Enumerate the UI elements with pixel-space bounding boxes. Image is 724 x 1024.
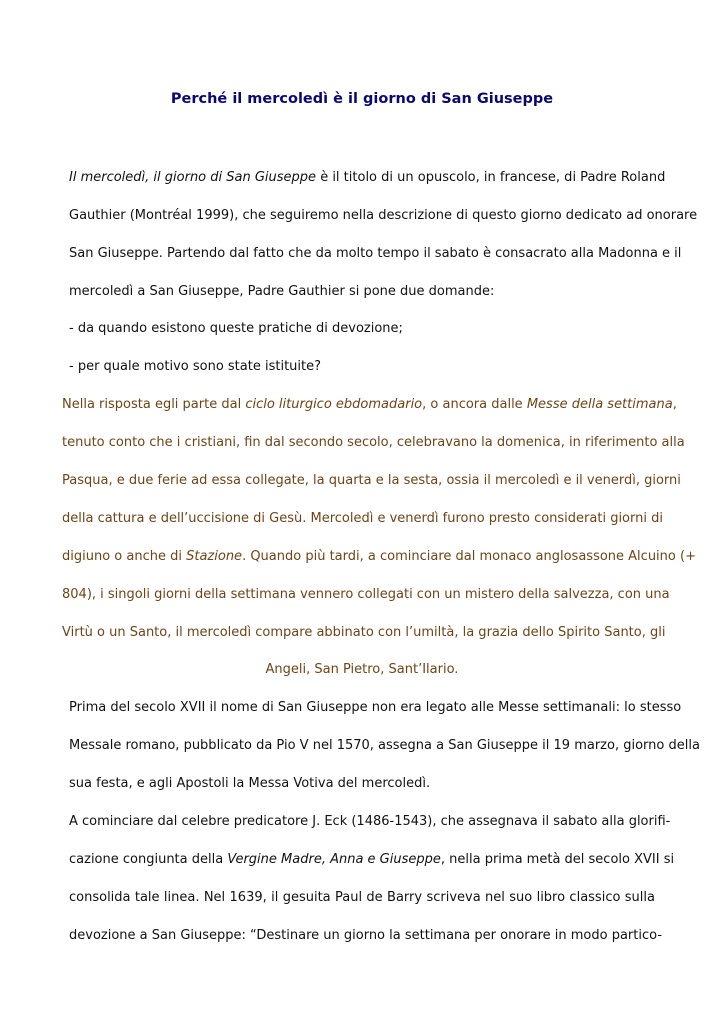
paragraph-2-line-2: Messale romano, pubblicato da Pio V nel 1570, assegna a San Giuseppe il 19 marzo, giorno della <box>69 738 700 753</box>
bullet-item: - da quando esistono queste pratiche di devozione; <box>69 321 403 336</box>
quote-line-4: della cattura e dell’uccisione di Gesù. Mercoledì e venerdì furono presto considerati giorni di <box>62 511 663 526</box>
text-span: Nella risposta egli parte dal <box>62 397 246 412</box>
paragraph-3-line-1: A cominciare dal celebre predicatore J. Eck (1486-1543), che assegnava il sabato alla glorifi- <box>69 814 671 829</box>
bullet-item: - per quale motivo sono state istituite? <box>69 359 322 374</box>
italic-term: Vergine Madre, Anna e Giuseppe <box>227 852 441 867</box>
text-span: cazione congiunta della <box>69 852 228 867</box>
quote-line-3: Pasqua, e due ferie ad essa collegate, la quarta e la sesta, ossia il mercoledì e il venerdì, giorni <box>62 473 681 488</box>
italic-term: ciclo liturgico ebdomadario <box>245 397 423 412</box>
text-span: , o ancora dalle <box>422 397 527 412</box>
paragraph-3-line-2 <box>69 851 675 869</box>
text-span: , <box>672 397 677 412</box>
quote-line-7: Virtù o un Santo, il mercoledì compare abbinato con l’umiltà, la grazia dello Spirito Santo, gli <box>62 625 666 640</box>
text-span: digiuno o anche di <box>62 549 187 564</box>
text-span: è il titolo di un opuscolo, in francese, di Padre Roland <box>316 170 666 185</box>
quote-line-8: Angeli, San Pietro, Sant’Ilario. <box>265 662 459 677</box>
paragraph-2-line-3: sua festa, e agli Apostoli la Messa Votiva del mercoledì. <box>69 776 431 791</box>
paragraph-1-line-4: mercoledì a San Giuseppe, Padre Gauthier si pone due domande: <box>69 284 495 299</box>
quote-line-5 <box>62 548 696 566</box>
paragraph-1-line-3: San Giuseppe. Partendo dal fatto che da molto tempo il sabato è consacrato alla Madonna e il <box>69 246 682 261</box>
paragraph-1-line-1 <box>69 169 666 187</box>
booklet-title-italic: Il mercoledì, il giorno di San Giuseppe <box>69 170 317 185</box>
page-title: Perché il mercoledì è il giorno di San Giuseppe <box>170 91 554 107</box>
italic-term: Messe della settimana <box>526 397 673 412</box>
paragraph-3-line-3: consolida tale linea. Nel 1639, il gesuita Paul de Barry scriveva nel suo libro classico sulla <box>69 890 655 905</box>
text-span: , nella prima metà del secolo XVII si <box>440 852 675 867</box>
paragraph-2-line-1: Prima del secolo XVII il nome di San Giuseppe non era legato alle Messe settimanali: lo stesso <box>69 700 682 715</box>
italic-term: Stazione <box>186 549 243 564</box>
text-span: . Quando più tardi, a cominciare dal monaco anglosassone Alcuino (+ <box>242 549 696 564</box>
quote-line-6: 804), i singoli giorni della settimana vennero collegati con un mistero della salvezza, con una <box>62 587 670 602</box>
quote-line-2: tenuto conto che i cristiani, fin dal secondo secolo, celebravano la domenica, in riferimento alla <box>62 435 685 450</box>
paragraph-1-line-2: Gauthier (Montréal 1999), che seguiremo nella descrizione di questo giorno dedicato ad onorare <box>69 208 698 223</box>
paragraph-3-line-4: devozione a San Giuseppe: “Destinare un giorno la settimana per onorare in modo partico- <box>69 928 663 943</box>
quote-line-1 <box>62 396 677 414</box>
